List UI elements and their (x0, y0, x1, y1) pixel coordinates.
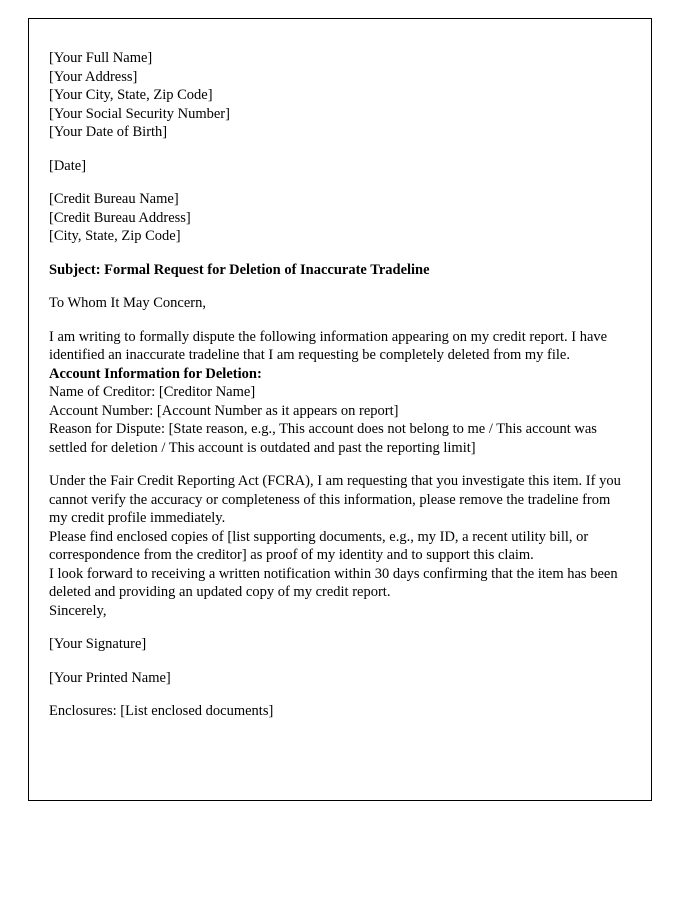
enclosed-documents-paragraph: Please find enclosed copies of [list supporting documents, e.g., my ID, a recent utility bill, or correspondence from the creditor] as proof of my identity and to support this claim. (49, 528, 589, 563)
subject-block (49, 261, 629, 280)
account-creditor-line: Name of Creditor: [Creditor Name] (49, 384, 256, 400)
salutation-line: To Whom It May Concern, (49, 295, 206, 311)
intro-paragraph: I am writing to formally dispute the following information appearing on my credit report. I have identified an inaccurate tradeline that I am requesting be completely deleted from my file. (49, 328, 608, 363)
closing-line: Sincerely, (49, 602, 107, 619)
account-reason-line: Reason for Dispute: [State reason, e.g., This account does not belong to me / This account was settled for deletion / This account is outdated and past the reporting limit] (49, 421, 597, 456)
account-info-block (49, 365, 629, 458)
date-block (49, 157, 629, 176)
salutation-block (49, 294, 629, 313)
recipient-city-state-zip: [City, State, Zip Code] (49, 228, 181, 244)
signature-placeholder: [Your Signature] (49, 636, 147, 652)
date-line: [Date] (49, 157, 87, 174)
recipient-bureau-name: [Credit Bureau Name] (49, 191, 179, 207)
sender-city-state-zip: [Your City, State, Zip Code] (49, 87, 213, 103)
account-info-heading: Account Information for Deletion: (49, 365, 262, 382)
letter-page (28, 18, 652, 801)
sender-block (49, 49, 629, 142)
fcra-paragraph: Under the Fair Credit Reporting Act (FCRA), I am requesting that you investigate this item. If you cannot verify the accuracy or completeness of this information, please remove the tradeline from my credit profile immediately. (49, 473, 621, 526)
confirmation-paragraph: I look forward to receiving a written notification within 30 days confirming that the item has been deleted and providing an updated copy of my credit report. (49, 565, 618, 600)
subject-line: Subject: Formal Request for Deletion of Inaccurate Tradeline (49, 261, 430, 278)
printed-name-block (49, 669, 629, 688)
sender-ssn: [Your Social Security Number] (49, 105, 230, 122)
printed-name-placeholder: [Your Printed Name] (49, 669, 171, 686)
enclosures-block (49, 702, 629, 721)
recipient-block (49, 190, 629, 246)
enclosures-line: Enclosures: [List enclosed documents] (49, 703, 274, 719)
closing-block (49, 602, 629, 621)
account-number-line: Account Number: [Account Number as it appears on report] (49, 402, 399, 419)
sender-full-name: [Your Full Name] (49, 50, 153, 66)
signature-block (49, 635, 629, 654)
recipient-bureau-address: [Credit Bureau Address] (49, 209, 191, 226)
sender-dob: [Your Date of Birth] (49, 124, 168, 140)
sender-address: [Your Address] (49, 68, 138, 85)
